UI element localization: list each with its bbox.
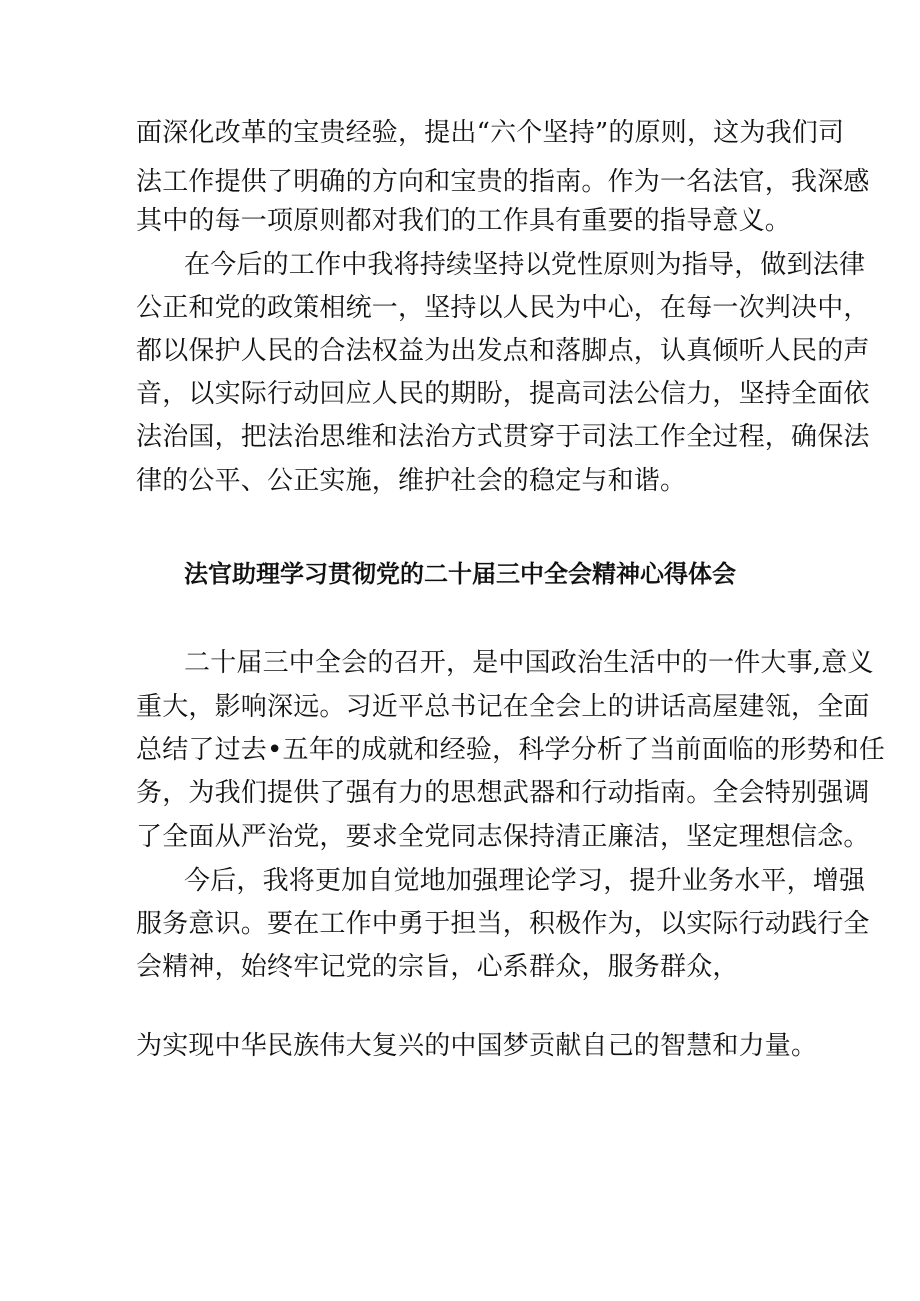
paragraph-line: 会精神，始终牢记党的宗旨，心系群众，服务群众， <box>136 952 739 982</box>
paragraph-line: 法治国，把法治思维和法治方式贯穿于司法工作全过程，确保法 <box>136 422 870 452</box>
paragraph-line: 面深化改革的宝贵经验，提出“六个坚持”的原则，这为我们司 <box>136 118 845 148</box>
paragraph-line: 服务意识。要在工作中勇于担当，积极作为，以实际行动践行全 <box>136 909 870 939</box>
paragraph-line: 总结了过去•五年的成就和经验，科学分析了当前面临的形势和任 <box>136 735 886 765</box>
paragraph-line: 为实现中华民族伟大复兴的中国梦贡献自己的智慧和力量。 <box>136 1031 818 1061</box>
paragraph-line: 其中的每一项原则都对我们的工作具有重要的指导意义。 <box>136 206 792 236</box>
paragraph-line: 了全面从严治党，要求全党同志保持清正廉洁，坚定理想信念。 <box>136 822 870 852</box>
paragraph-line: 二十届三中全会的召开，是中国政治生活中的一件大事,意义 <box>184 648 874 678</box>
paragraph-line: 在今后的工作中我将持续坚持以党性原则为指导，做到法律 <box>184 250 866 280</box>
paragraph-line: 公正和党的政策相统一，坚持以人民为中心，在每一次判决中， <box>136 293 870 323</box>
paragraph-line: 律的公平、公正实施，维护社会的稳定与和谐。 <box>136 466 687 496</box>
paragraph-line: 法工作提供了明确的方向和宝贵的指南。作为一名法官，我深感 <box>136 167 870 197</box>
paragraph-line: 今后，我将更加自觉地加强理论学习，提升业务水平，增强 <box>184 866 866 896</box>
paragraph-line: 务，为我们提供了强有力的思想武器和行动指南。全会特别强调 <box>136 778 870 808</box>
paragraph-line: 重大，影响深远。习近平总书记在全会上的讲话高屋建瓴，全面 <box>136 692 870 722</box>
paragraph-line: 音，以实际行动回应人民的期盼，提高司法公信力，坚持全面依 <box>136 379 870 409</box>
section-title: 法官助理学习贯彻党的二十届三中全会精神心得体会 <box>184 560 736 588</box>
paragraph-line: 都以保护人民的合法权益为出发点和落脚点，认真倾听人民的声 <box>136 336 870 366</box>
